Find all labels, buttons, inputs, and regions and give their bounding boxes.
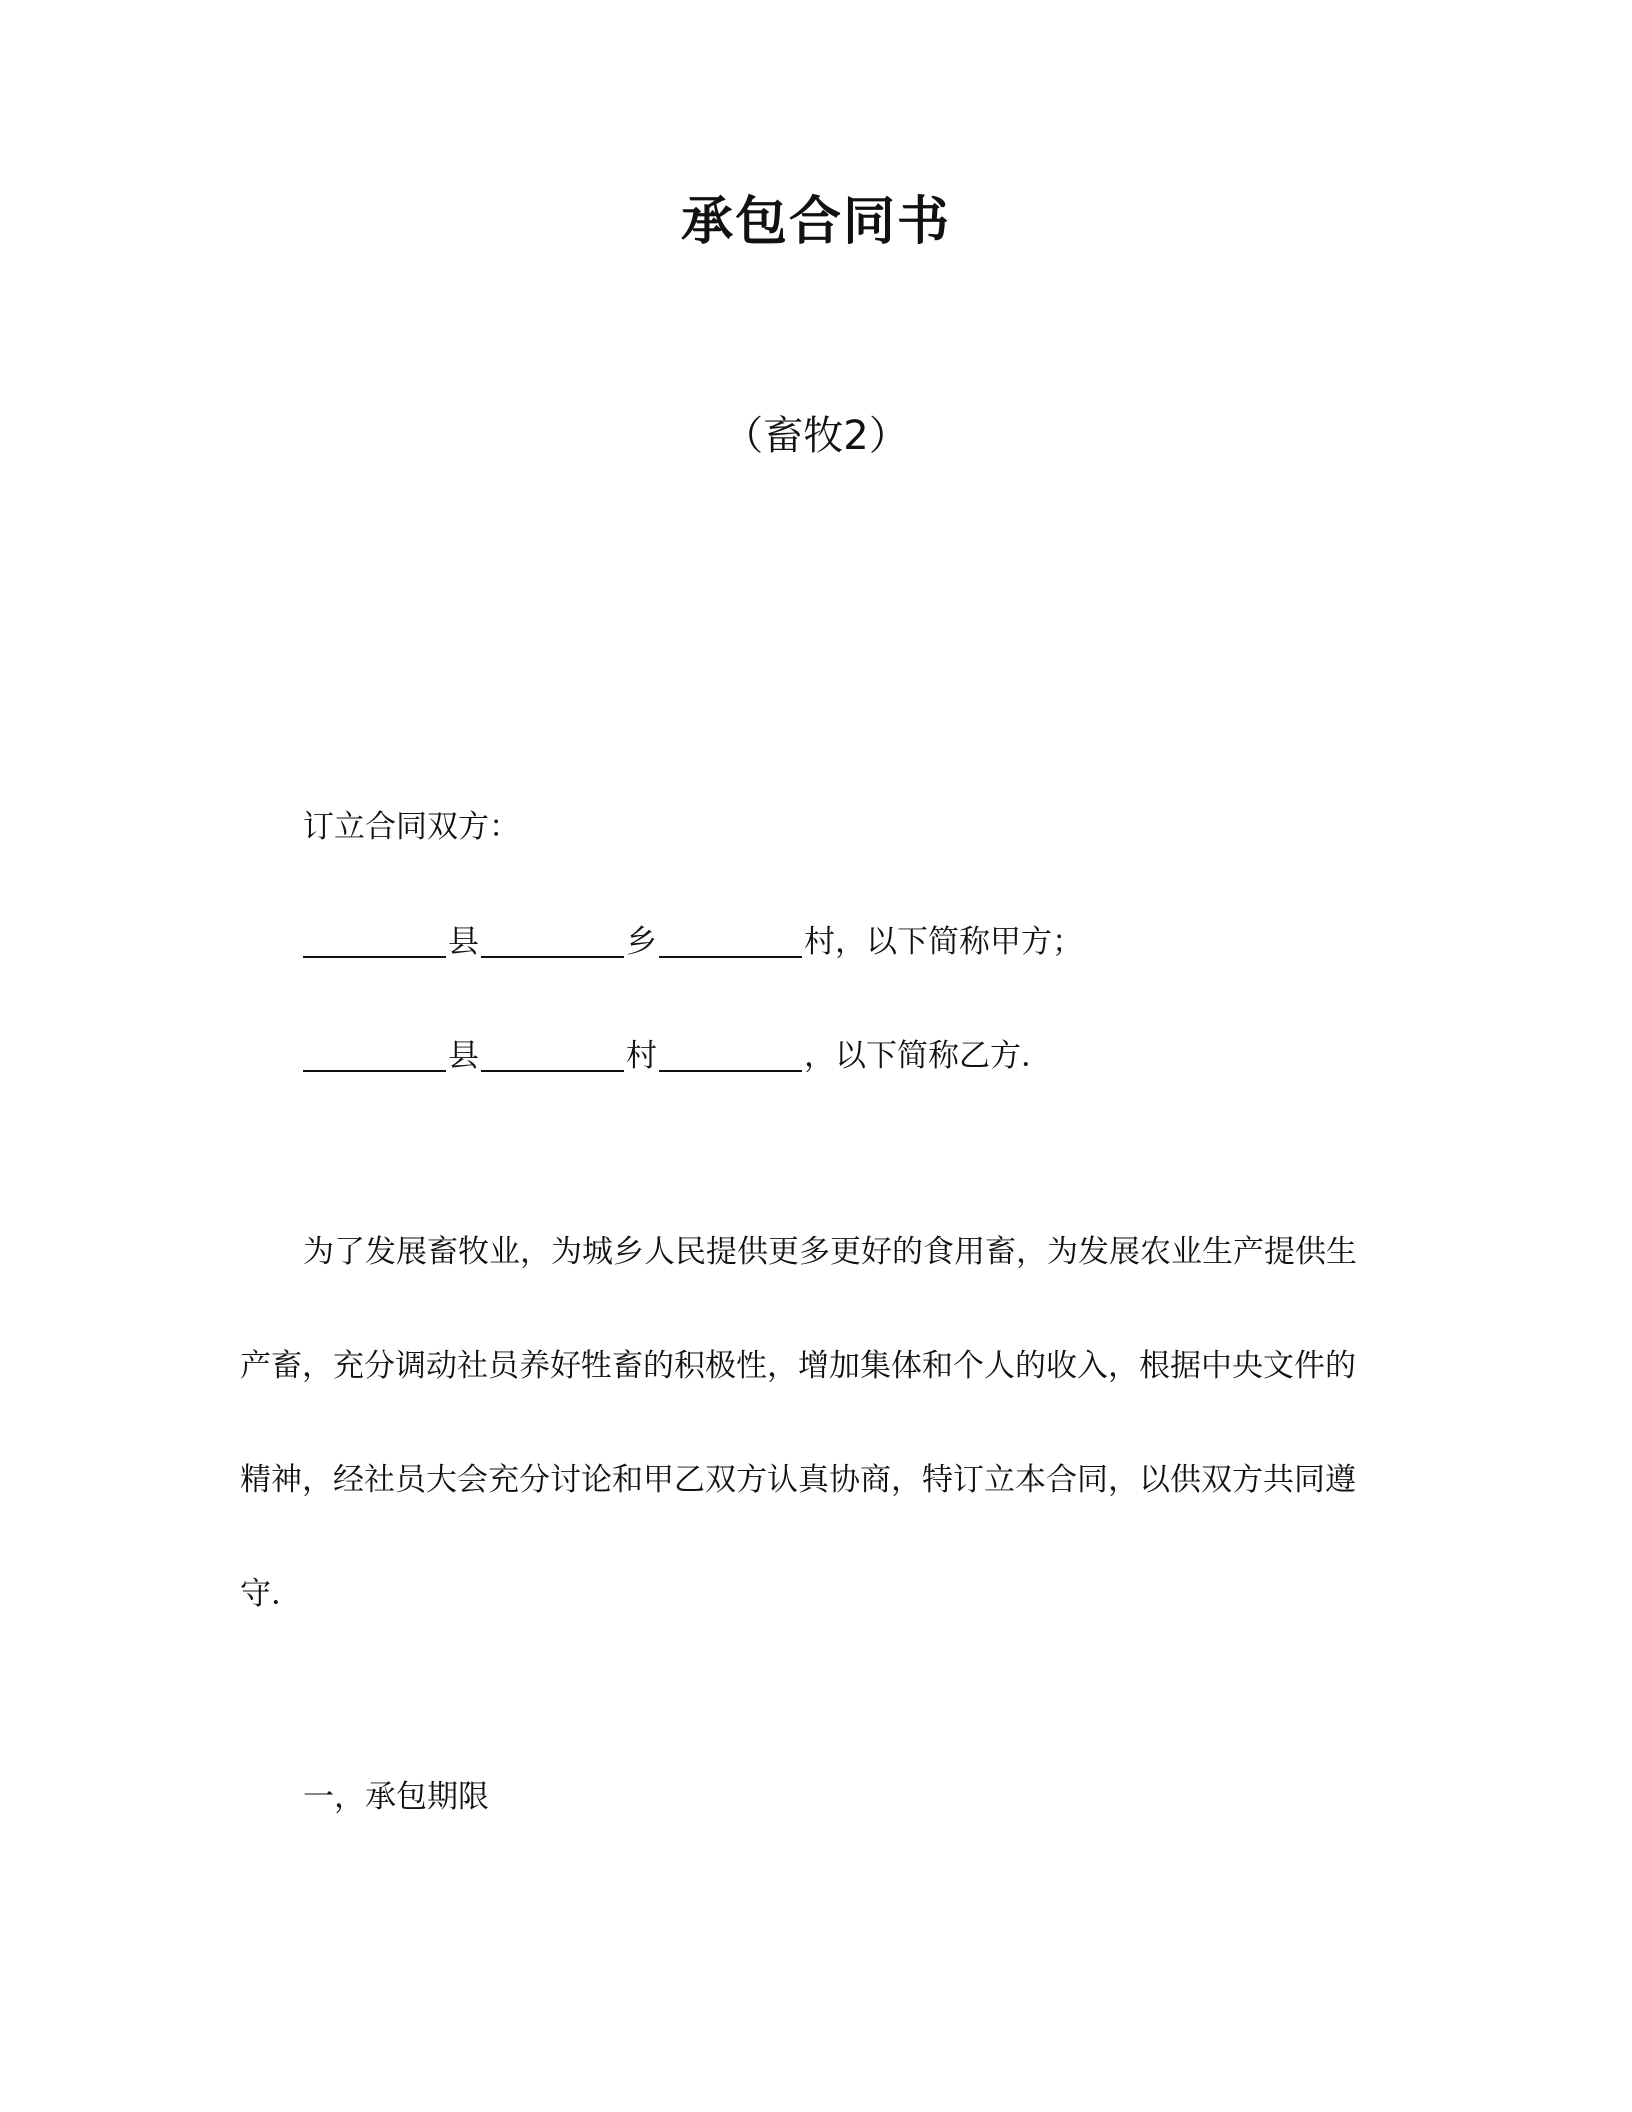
- party-a-county-blank[interactable]: [303, 926, 446, 958]
- parties-label: 订立合同双方：: [303, 809, 520, 845]
- preamble-line: 产畜，充分调动社员养好牲畜的积极性，增加集体和个人的收入，根据中央文件的: [240, 1348, 1356, 1384]
- party-b-county-blank[interactable]: [303, 1040, 446, 1072]
- preamble-line: 精神，经社员大会充分讨论和甲乙双方认真协商，特订立本合同，以供双方共同遵: [240, 1462, 1356, 1498]
- party-b-tail: ，以下简称乙方．: [804, 1038, 1052, 1074]
- document-subtitle: （畜牧2）: [723, 413, 909, 459]
- party-b-village-label: 村: [626, 1038, 657, 1074]
- party-a-township-label: 乡: [626, 924, 657, 960]
- party-b-name-blank[interactable]: [659, 1040, 802, 1072]
- party-b-line: [303, 1040, 1052, 1072]
- preamble-line: 守．: [240, 1576, 302, 1612]
- document-title: 承包合同书: [680, 192, 951, 252]
- section-heading: 一，承包期限: [303, 1779, 489, 1815]
- preamble-line: 为了发展畜牧业，为城乡人民提供更多更好的食用畜，为发展农业生产提供生: [303, 1234, 1357, 1270]
- party-a-village-label: 村，以下简称甲方；: [804, 924, 1083, 960]
- party-b-county-label: 县: [448, 1038, 479, 1074]
- party-a-line: [303, 926, 1083, 958]
- party-a-county-label: 县: [448, 924, 479, 960]
- party-a-township-blank[interactable]: [481, 926, 624, 958]
- party-a-village-blank[interactable]: [659, 926, 802, 958]
- party-b-village-blank[interactable]: [481, 1040, 624, 1072]
